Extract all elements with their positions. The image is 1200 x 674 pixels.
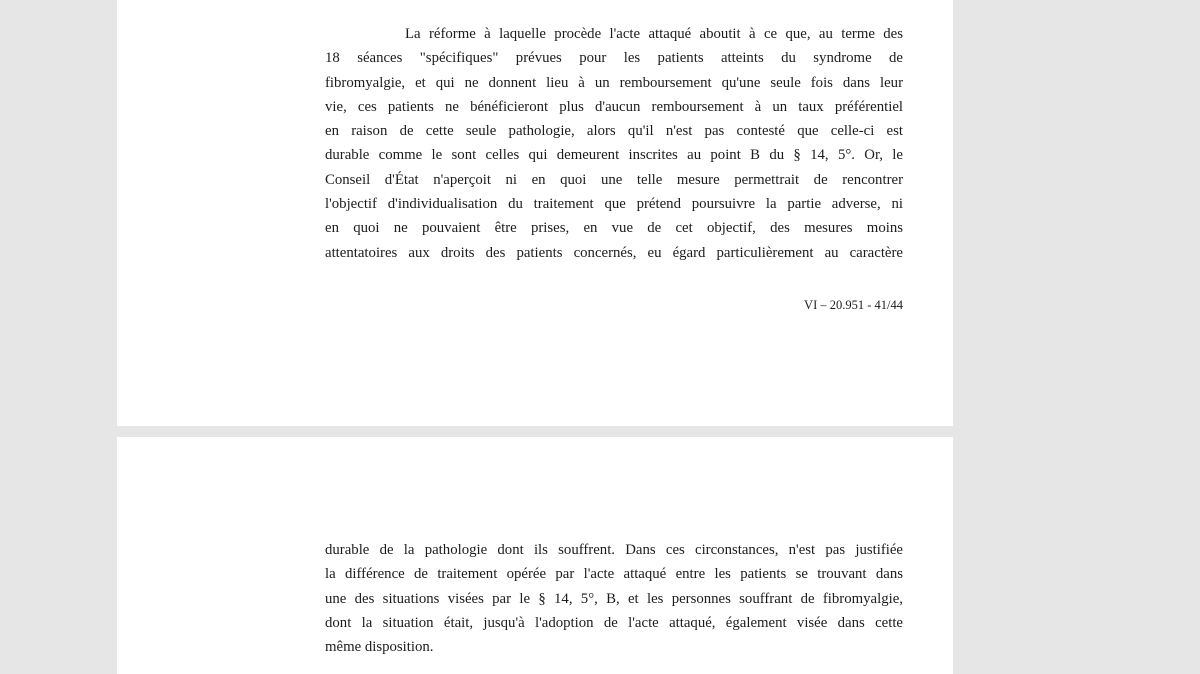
text-line: durable de la pathologie dont ils souffrent. Dans ces circonstances, n'est pas justifiée	[325, 542, 903, 558]
document-page-1	[117, 0, 953, 426]
text-line: en raison de cette seule pathologie, alors qu'il n'est pas contesté que celle-ci est	[325, 123, 903, 140]
text-line: vie, ces patients ne bénéficieront plus d'aucun remboursement à un taux préférentiel	[325, 98, 903, 115]
page-1-body-text	[117, 0, 953, 265]
text-line: fibromyalgie, et qui ne donnent lieu à un remboursement qu'une seule fois dans leur	[325, 74, 903, 91]
document-page-2	[117, 437, 953, 674]
page-2-body-text	[117, 437, 953, 659]
text-line: attentatoires aux droits des patients concernés, eu égard particulièrement au caractère	[325, 244, 903, 261]
text-line: Conseil d'État n'aperçoit ni en quoi une telle mesure permettrait de rencontrer	[325, 171, 903, 188]
text-line: en quoi ne pouvaient être prises, en vue de cet objectif, des mesures moins	[325, 220, 903, 237]
text-line: l'objectif d'individualisation du traitement que prétend poursuivre la partie adverse, ni	[325, 196, 903, 213]
text-line: dont la situation était, jusqu'à l'adoption de l'acte attaqué, également visée dans cette	[325, 614, 903, 631]
text-line: durable comme le sont celles qui demeurent inscrites au point B du § 14, 5°. Or, le	[325, 147, 903, 164]
page-1-footer-page-number: VI – 20.951 - 41/44	[804, 298, 903, 312]
text-line: même disposition.	[325, 639, 434, 656]
text-line: la différence de traitement opérée par l'acte attaqué entre les patients se trouvant dans	[325, 566, 903, 583]
text-line: 18 séances "spécifiques" prévues pour les patients atteints du syndrome de	[325, 50, 903, 67]
text-line: une des situations visées par le § 14, 5°, B, et les personnes souffrant de fibromyalgie,	[325, 590, 903, 607]
text-line: La réforme à laquelle procède l'acte attaqué aboutit à ce que, au terme des	[405, 26, 903, 42]
